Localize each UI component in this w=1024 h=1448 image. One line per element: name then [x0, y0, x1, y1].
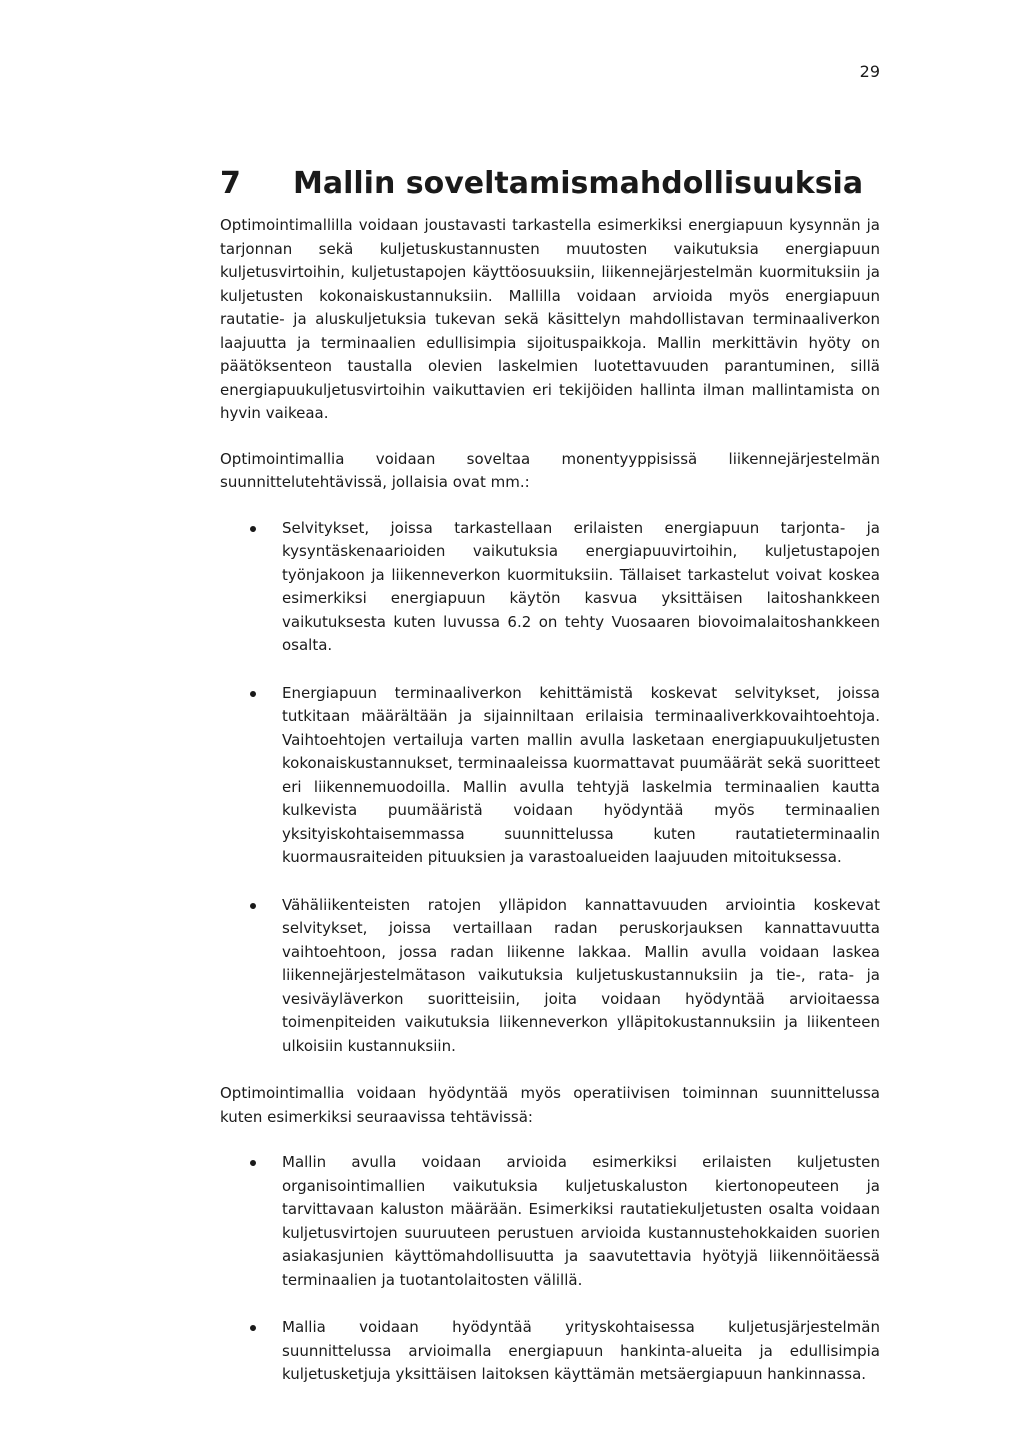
planning-uses-paragraph: Optimointimallia voidaan soveltaa monentyyppisissä liikennejärjestelmän suunnittelutehtävissä, jollaisia ovat mm.: — [220, 449, 880, 491]
chapter-title: Mallin soveltamismahdollisuuksia — [293, 166, 864, 202]
list-item — [220, 894, 880, 1059]
list-item — [220, 682, 880, 870]
list-item-text: Vähäliikenteisten ratojen ylläpidon kannattavuuden arviointia koskevat selvitykset, joissa vertaillaan radan peruskorjauksen kannattavuutta vaihtoehtoon, jossa radan liikenne lakkaa. Mallin avulla voidaan laskea liikennejärjestelmätason vaikutuksia kuljetuskustannuksiin ja tie-, rata- ja vesiväyläverkon suoritteisiin, joita voidaan hyödyntää arvioitaessa toimenpiteiden vaikutuksia liikenneverkon ylläpitokustannuksiin ja liikenteen ulkoisiin kustannuksiin. — [282, 895, 880, 1055]
bullet-icon — [250, 1325, 256, 1331]
operational-uses-paragraph: Optimointimallia voidaan hyödyntää myös operatiivisen toiminnan suunnittelussa kuten esimerkiksi seuraavissa tehtävissä: — [220, 1084, 880, 1126]
list-item-text: Energiapuun terminaaliverkon kehittämistä koskevat selvitykset, joissa tutkitaan määrältään ja sijainniltaan erilaisia terminaaliverkkovaihtoehtoja. Vaihtoehtojen vertailuja varten mallin avulla lasketaan energiapuukuljetusten kokonaiskustannukset, terminaaleissa kuormattavat puumäärät sekä suoritteet eri liikennemuodoilla. Mallin avulla tehtyjä laskelmia terminaalien kautta kulkevista puumääristä voidaan hyödyntää myös terminaalien yksityiskohtaisemmassa suunnittelussa kuten rautatieterminaalin kuormausraiteiden pituuksien ja varastoalueiden laajuuden mitoituksessa. — [282, 683, 880, 866]
bullet-icon — [250, 526, 256, 532]
list-item-text: Mallin avulla voidaan arvioida esimerkiksi erilaisten kuljetusten organisointimallien vaikutuksia kuljetuskaluston kiertonopeuteen ja tarvittavaan kaluston määrään. Esimerkiksi rautatiekuljetusten osalta voidaan kuljetusvirtojen suuruuteen perustuen arvioida kustannustehokkaiden suorien asiakasjunien käyttömahdollisuutta ja saavutettavia hyötyjä liikennöitäessä terminaalien ja tuotantolaitosten välillä. — [282, 1153, 880, 1289]
body-text — [220, 214, 880, 1411]
list-item — [220, 1316, 880, 1387]
page-number: 29 — [859, 62, 880, 81]
list-item — [220, 1151, 880, 1292]
operational-uses-list — [220, 1151, 880, 1387]
chapter-heading — [220, 166, 900, 201]
planning-uses-list — [220, 517, 880, 1059]
list-item — [220, 517, 880, 658]
chapter-number: 7 — [220, 166, 241, 202]
list-item-text: Selvitykset, joissa tarkastellaan erilaisten energiapuun tarjonta- ja kysyntäskenaarioiden vaikutuksia energiapuuvirtoihin, kuljetustapojen työnjakoon ja liikenneverkon kuormituksiin. Tällaiset tarkastelut voivat koskea esimerkiksi energiapuun käytön kasvua yksittäisen laitoshankkeen vaikutuksesta kuten luvussa 6.2 on tehty Vuosaaren biovoimalaitoshankkeen osalta. — [282, 518, 880, 654]
bullet-icon — [250, 903, 256, 909]
bullet-icon — [250, 691, 256, 697]
list-item-text: Mallia voidaan hyödyntää yrityskohtaisessa kuljetusjärjestelmän suunnittelussa arvioimalla energiapuun hankinta-alueita ja edullisimpia kuljetusketjuja yksittäisen laitoksen käyttämän metsäergiapuun hankinnassa. — [282, 1318, 880, 1383]
intro-paragraph: Optimointimallilla voidaan joustavasti tarkastella esimerkiksi energiapuun kysynnän ja tarjonnan sekä kuljetuskustannusten muutosten vaikutuksia energiapuun kuljetusvirtoihin, kuljetustapojen käyttöosuuksiin, liikennejärjestelmän kuormituksiin ja kuljetusten kokonaiskustannuksiin. Mallilla voidaan arvioida myös energiapuun rautatie- ja aluskuljetuksia tukevan sekä käsittelyn mahdollistavan terminaaliverkon laajuutta ja terminaalien edullisimpia sijoituspaikkoja. Mallin merkittävin hyöty on päätöksenteon taustalla olevien laskelmien luotettavuuden parantuminen, sillä energiapuukuljetusvirtoihin vaikuttavien eri tekijöiden hallinta ilman mallintamista on hyvin vaikeaa. — [220, 216, 880, 422]
bullet-icon — [250, 1160, 256, 1166]
